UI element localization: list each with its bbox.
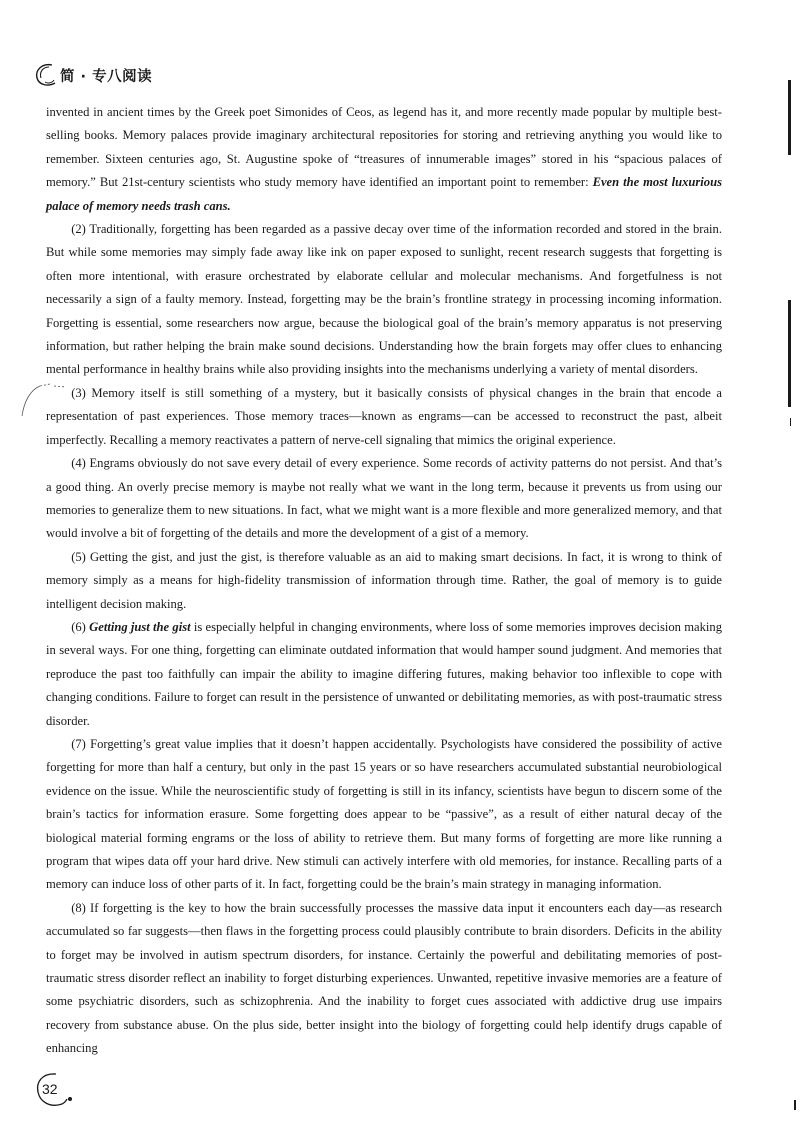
page-footer [34,1070,74,1110]
page-number: 32 [42,1081,58,1097]
paragraph-text: (7) Forgetting’s great value implies that it doesn’t happen accidentally. Psychologists have considered the possibility of active forgetting for more than half a century, but only in the past 15 years or so have researchers accumulated substantial neurobiological evidence on the issue. While the neuroscientific study of forgetting is still in its infancy, scientists have begun to discern some of the brain’s tactics for information erasure. Some forgetting does appear to be “passive”, as a result of either natural decay of the biological material forming engrams or the loss of ability to retrieve them. But many forms of forgetting are more like running a program that wipes data off your hard drive. New stimuli can actively interfere with old memories, for instance. Recalling parts of a memory can induce loss of other parts of it. In fact, forgetting could be the brain’s main strategy in managing information. [46,736,722,892]
emphasized-text: Getting just the gist [89,619,191,634]
paragraph-p4 [46,452,722,546]
article-body [46,101,722,1061]
header-title: 简 · 专八阅读 [60,68,153,85]
paragraph-text: (6) [71,619,90,634]
page-number-badge [34,1070,74,1110]
brand-logo-icon [34,62,58,88]
margin-tick [790,418,791,426]
paragraph-p5 [46,546,722,616]
paragraph-text: (2) Traditionally, forgetting has been regarded as a passive decay over time of the information recorded and stored in the brain. But while some memories may simply fade away like ink on paper exposed to sunlight, recent research suggests that forgetting is often more intentional, with erasure orchestrated by elaborate cellular and molecular mechanisms. And forgetfulness is not necessarily a sign of a faulty memory. Instead, forgetting may be the brain’s frontline strategy in processing incoming information. Forgetting is essential, some researchers now argue, because the biological goal of the brain’s memory apparatus is not preserving information, but rather helping the brain make sound decisions. Understanding how the brain forgets may offer clues to enhancing mental performance in healthy brains while also providing insights into the mechanisms underlying a variety of mental disorders. [46,222,722,377]
paragraph-text: (4) Engrams obviously do not save every detail of every experience. Some records of activity patterns do not persist. And that’s a good thing. An overly precise memory is maybe not really what we want in the long term, because it prevents us from using our memories to generalize them to new situations. In fact, what we might want is a more flexible and more generalized memory, and that would involve a bit of forgetting of the details and more the development of a gist of a memory. [46,456,722,541]
paragraph-text: is especially helpful in changing environments, where loss of some memories improves decision making in several ways. For one thing, forgetting can eliminate outdated information that would hamper sound judgment. And memories that reproduce the past too faithfully can impair the ability to imagine differing futures, making behavior too inflexible to cope with changing conditions. Failure to forget can result in the persistence of unwanted or debilitating memories, as with post-traumatic stress disorder. [46,619,722,728]
paragraph-text: invented in ancient times by the Greek poet Simonides of Ceos, as legend has it, and more recently made popular by multiple best-selling books. Memory palaces provide imaginary architectural repositories for storing and retrieving anything you would like to remember. Sixteen centuries ago, St. Augustine spoke of “treasures of innumerable images” stored in his “spacious palaces of memory.” But 21st-century scientists who study memory have identified an important point to remember: [46,105,722,190]
paragraph-p7 [46,733,722,897]
paragraph-p1 [46,101,722,218]
paragraph-text: (8) If forgetting is the key to how the brain successfully processes the massive data input it encounters each day—as research accumulated so far suggests—then flaws in the forgetting process could plausibly contribute to brain disorders. Deficits in the ability to forget may be involved in autism spectrum disorders, for instance. Certainly the powerful and debilitating memories of post-traumatic stress disorder reflect an inability to forget disturbing experiences. Unwanted, repetitive invasive memories are a feature of some psychiatric disorders, such as schizophrenia. And the inability to forget cues associated with addictive drug use impairs recovery from substance abuse. On the plus side, better insight into the biology of forgetting could help identify drugs capable of enhancing [46,900,722,1056]
margin-bar-top [788,80,791,155]
paragraph-p3 [46,382,722,452]
paragraph-p8 [46,897,722,1061]
paragraph-text: (3) Memory itself is still something of a mystery, but it basically consists of physical changes in the brain that encode a representation of past experiences. Those memory traces—known as engrams—can be accessed to reconstruct the past, albeit imperfectly. Recalling a memory reactivates a pattern of nerve-cell signaling that mimics the original experience. [46,385,722,447]
paragraph-p2 [46,218,722,382]
emphasized-text: Even the most luxurious palace of memory needs trash cans. [46,175,722,213]
paragraph-p6 [46,616,722,733]
paragraph-text: (5) Getting the gist, and just the gist, is therefore valuable as an aid to making smart decisions. In fact, it is wrong to think of memory simply as a means for high-fidelity transmission of information through time. Rather, the goal of memory is to guide intelligent decision making. [46,549,722,611]
margin-dot-bottom [794,1100,796,1110]
page-header [34,62,152,88]
margin-bar-lower [788,315,791,407]
